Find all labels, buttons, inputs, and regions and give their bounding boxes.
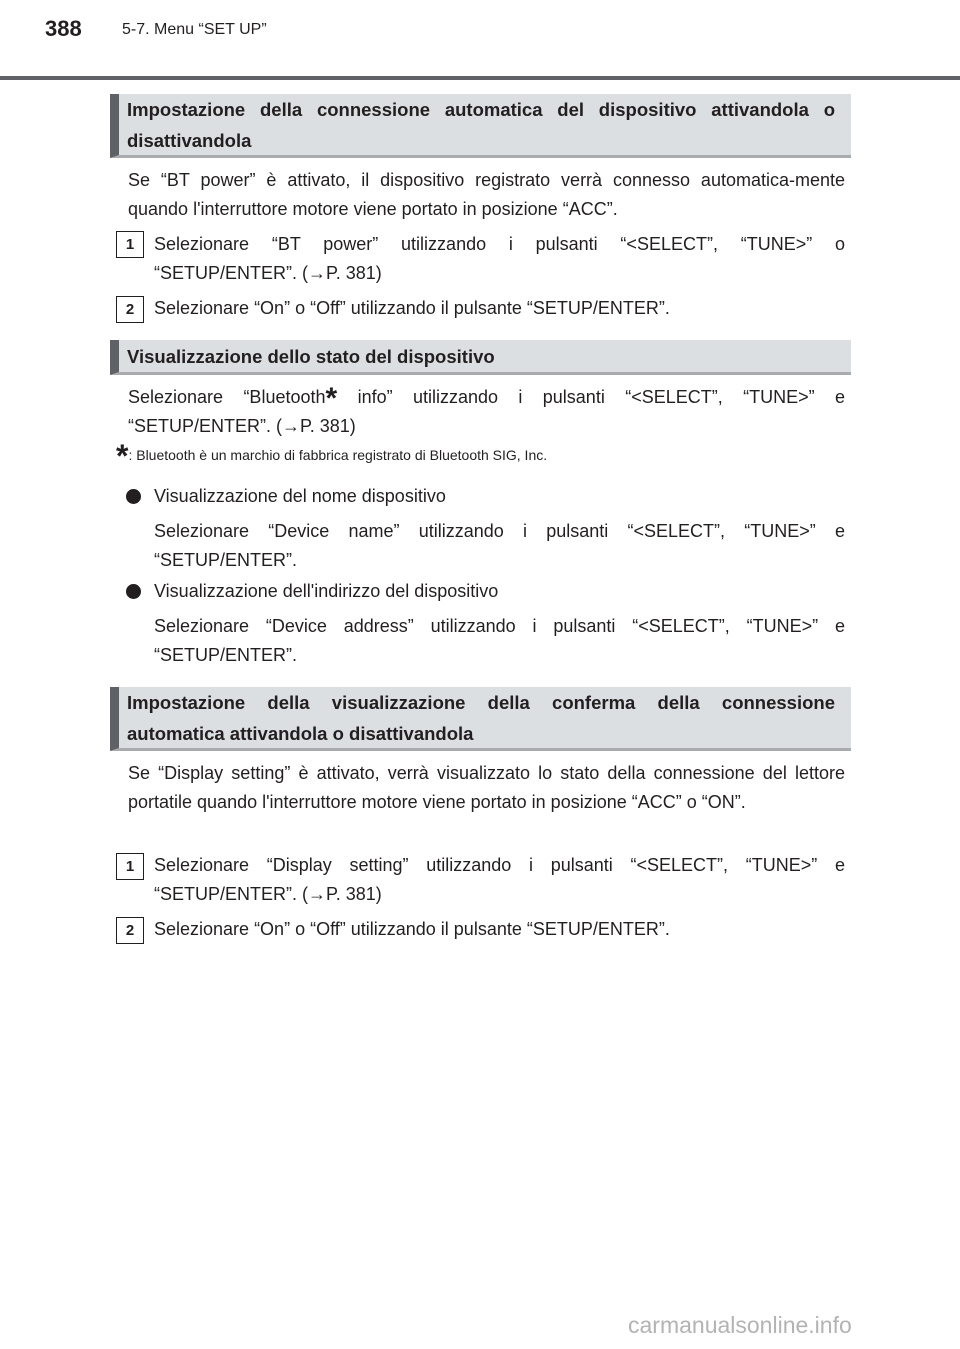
step-text: Selezionare “Display setting” utilizzando i pulsanti “<SELECT”, “TUNE>” e “SETUP/ENTER”. (→P. 381) [154, 855, 845, 904]
step-number-badge: 1 [116, 853, 144, 880]
section-heading-text: Visualizzazione dello stato del dispositivo [127, 345, 495, 367]
bullet-title: Visualizzazione del nome dispositivo [154, 486, 446, 506]
watermark: carmanualsonline.info [628, 1312, 852, 1338]
footnote-text: : Bluetooth è un marchio di fabbrica registrato di Bluetooth SIG, Inc. [128, 447, 548, 463]
bullet-dot [126, 489, 141, 504]
page-number: 388 [45, 16, 82, 41]
text-run: Selezionare “Bluetooth [128, 387, 326, 407]
bullet-text: Selezionare “Device address” utilizzando i pulsanti “<SELECT”, “TUNE>” e “SETUP/ENTER”. [154, 616, 845, 665]
text-run: info” utilizzando i pulsanti “<SELECT”, “TUNE>” e “SETUP/ENTER”. (→P. 381) [128, 387, 845, 436]
page-header [0, 0, 960, 80]
paragraph-bluetooth-info [128, 383, 845, 441]
step-text: Selezionare “On” o “Off” utilizzando il pulsante “SETUP/ENTER”. [154, 919, 670, 939]
section-heading-text: Impostazione della connessione automatica del dispositivo attivandola o disattivandola [127, 98, 835, 151]
step-number-badge: 1 [116, 231, 144, 258]
step-number-badge: 2 [116, 296, 144, 323]
step-number-badge: 2 [116, 917, 144, 944]
chapter-title: 5-7. Menu “SET UP” [122, 21, 267, 38]
section-heading-device-status [110, 340, 851, 375]
bullet-dot [126, 584, 141, 599]
section-heading-display-setting [110, 687, 851, 751]
bullet-title: Visualizzazione dell'indirizzo del dispositivo [154, 581, 499, 601]
step-text: Selezionare “BT power” utilizzando i pulsanti “<SELECT”, “TUNE>” o “SETUP/ENTER”. (→P. 381) [154, 234, 845, 283]
paragraph-display-setting: Se “Display setting” è attivato, verrà visualizzato lo stato della connessione del lettore portatile quando l'interruttore motore viene portato in posizione “ACC” o “ON”. [128, 763, 845, 812]
section-heading-text: Impostazione della visualizzazione della conferma della connessione automatica attivandola o disattivandola [127, 691, 835, 744]
footnote-marker: * [116, 438, 129, 474]
paragraph-bt-power: Se “BT power” è attivato, il dispositivo registrato verrà connesso automatica-mente quando l'interruttore motore viene portato in posizione “ACC”. [128, 170, 845, 219]
bullet-text: Selezionare “Device name” utilizzando i pulsanti “<SELECT”, “TUNE>” e “SETUP/ENTER”. [154, 521, 845, 570]
footnote-marker: * [325, 382, 338, 415]
header-rule [0, 76, 960, 80]
footnote [116, 438, 548, 474]
step-text: Selezionare “On” o “Off” utilizzando il pulsante “SETUP/ENTER”. [154, 298, 670, 318]
section-heading-auto-connect [110, 94, 851, 158]
